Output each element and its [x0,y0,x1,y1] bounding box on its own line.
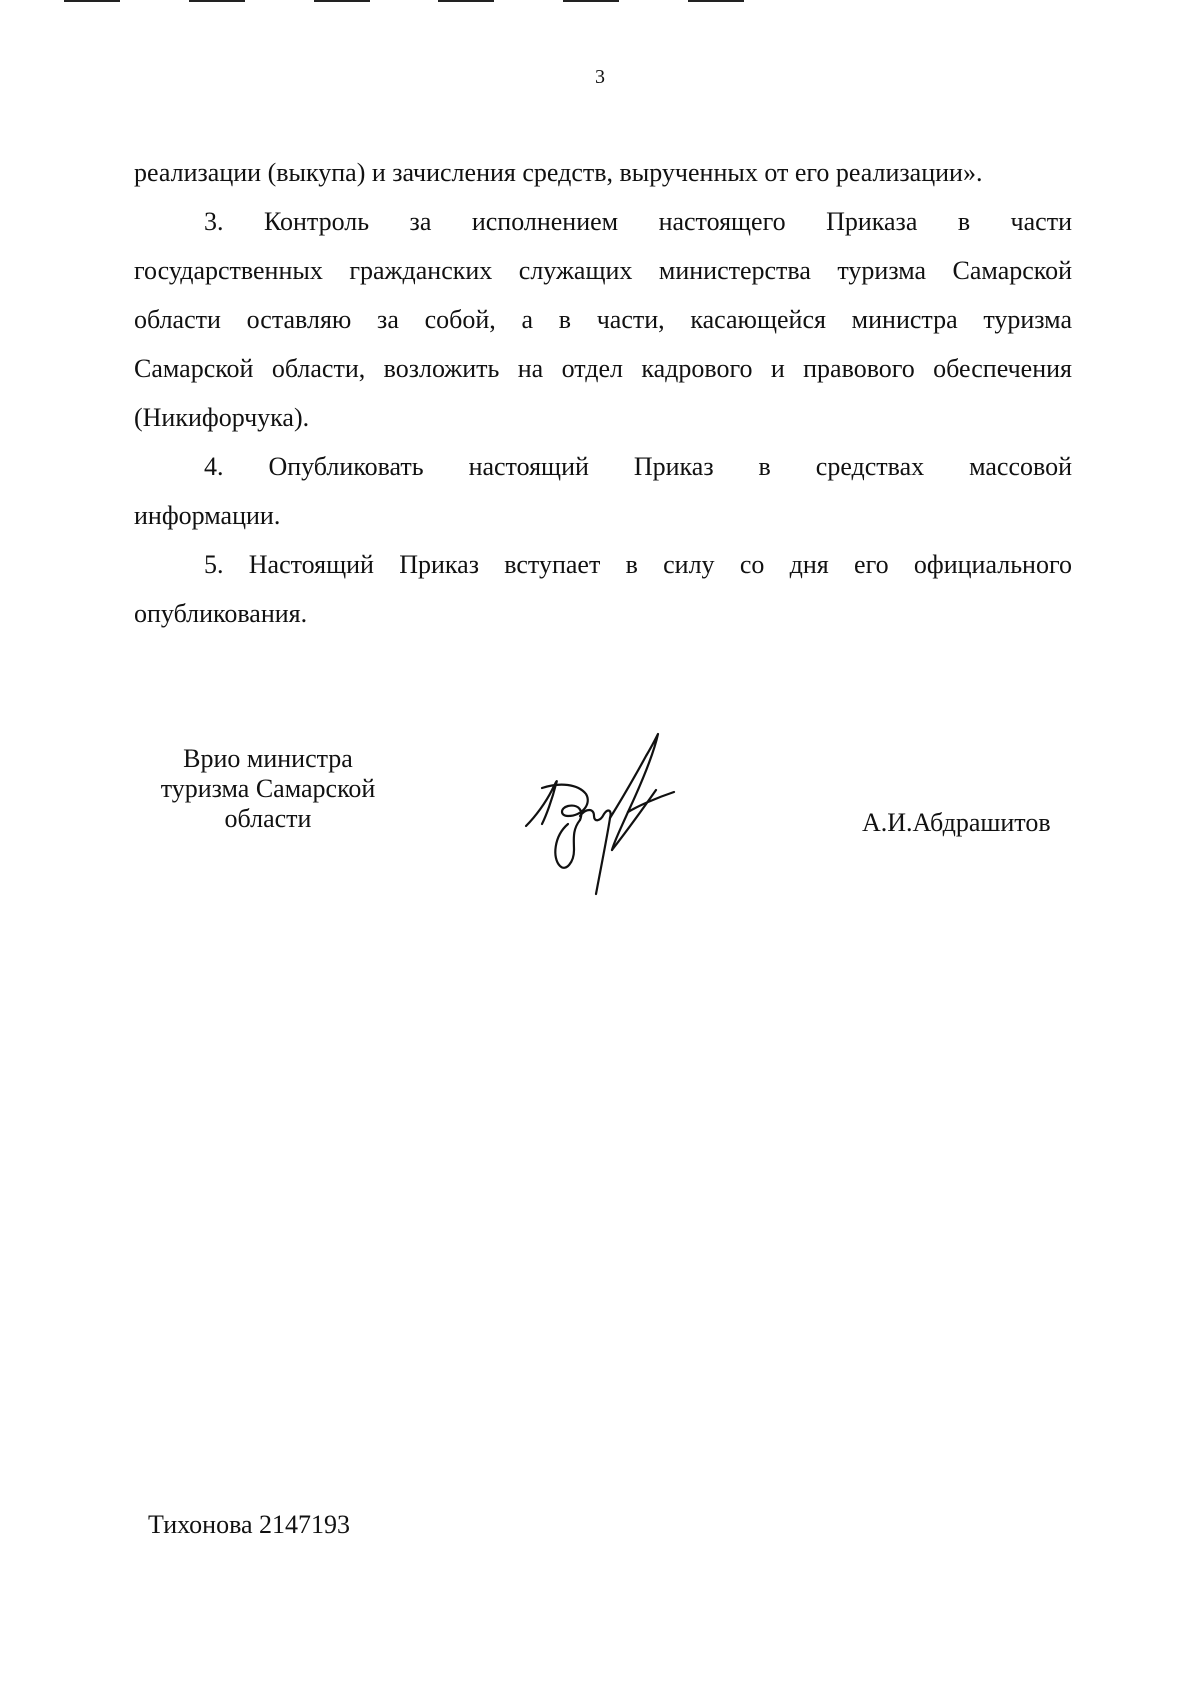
scan-mark [438,0,494,2]
signatory-position [150,744,386,834]
page-number: 3 [595,66,605,88]
paragraph-line: области оставляю за собой, а в части, касающейся министра туризма [134,305,1072,334]
signer-name: А.И.Абдрашитов [862,808,1051,837]
position-line: туризма Самарской [160,774,376,803]
position-line: Врио министра [183,744,353,773]
paragraph-line: Самарской области, возложить на отдел кадрового и правового обеспечения [134,354,1072,383]
scan-mark [64,0,120,2]
executor-contact: Тихонова 2147193 [148,1510,351,1539]
document-body [134,148,1072,638]
paragraph-5 [134,540,1072,638]
scan-mark [688,0,744,2]
position-line: области [224,804,312,833]
paragraph-line: 4. Опубликовать настоящий Приказ в средствах массовой [204,452,1072,481]
paragraph-line: 3. Контроль за исполнением настоящего Приказа в части [204,207,1072,236]
handwritten-signature [516,712,716,912]
paragraph-line: 5. Настоящий Приказ вступает в силу со дня его официального [204,550,1072,579]
scan-mark [189,0,245,2]
scan-mark [563,0,619,2]
paragraph-4 [134,442,1072,540]
top-scan-marks [0,0,1200,4]
paragraph-line: государственных гражданских служащих министерства туризма Самарской [134,256,1072,285]
scan-mark [314,0,370,2]
paragraph-3 [134,197,1072,442]
paragraph-line: информации. [134,501,281,530]
paragraph-line: опубликования. [134,599,308,628]
paragraph-continuation-line: реализации (выкупа) и зачисления средств, вырученных от его реализации». [134,158,983,187]
paragraph-line: (Никифорчука). [134,403,310,432]
